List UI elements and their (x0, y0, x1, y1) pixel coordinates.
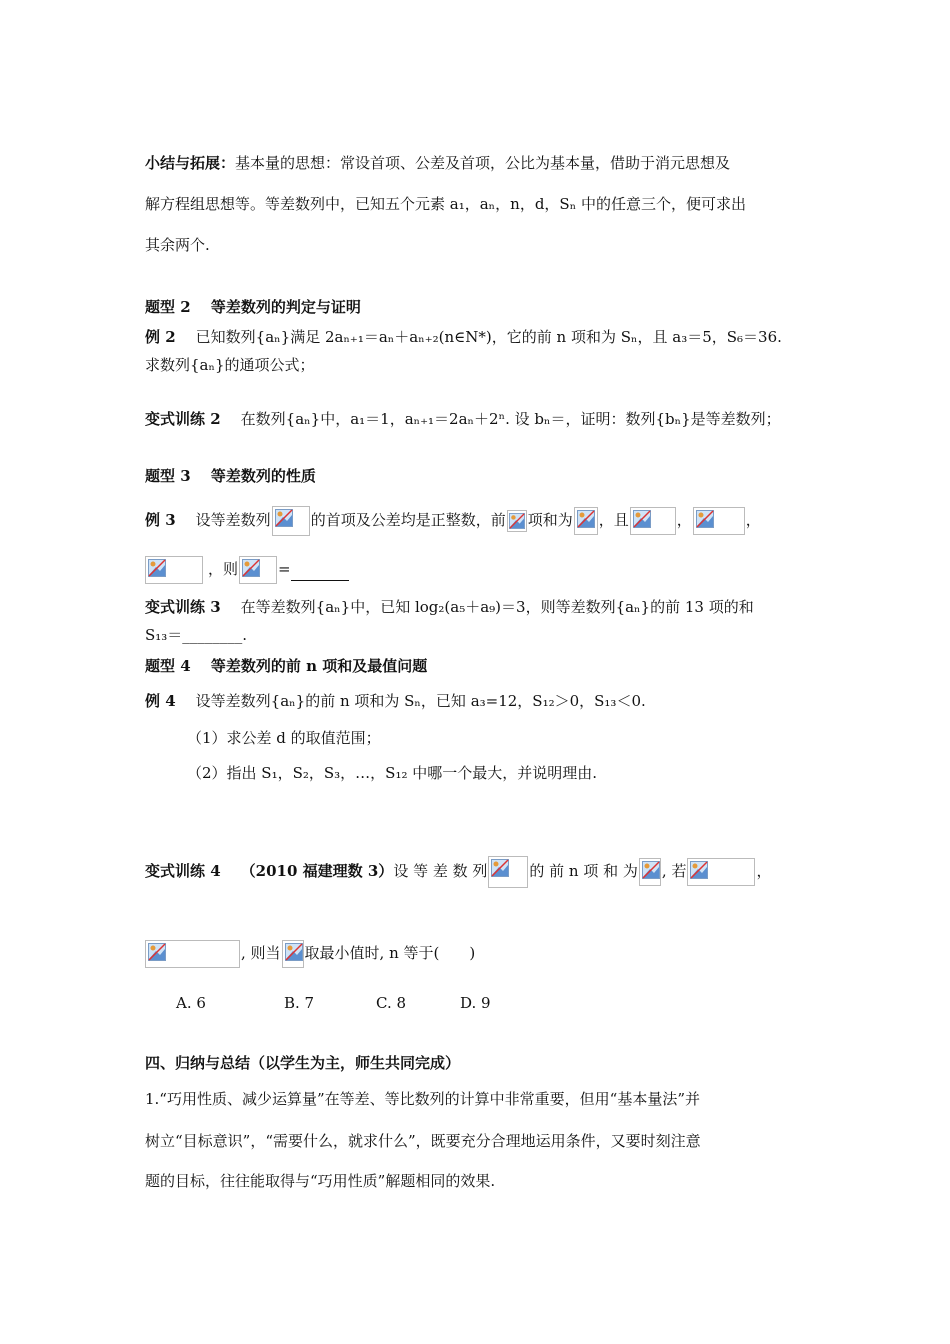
option-b: B. 7 (284, 994, 315, 1012)
conclusion-heading: 四、归纳与总结（以学生为主，师生共同完成） (145, 1054, 461, 1072)
conclusion-line-2: 树立“目标意识”，“需要什么，就求什么”，既要充分合理地运用条件，又要时刻注意 (145, 1132, 701, 1150)
example3-line-1: 例 3 设等差数列 的首项及公差均是正整数，前 项和为 ，且 ， ， (145, 506, 761, 536)
drill2: 变式训练 2 在数列{aₙ}中，a₁＝1，aₙ₊₁＝2aₙ＋2ⁿ. 设 bₙ＝，证明：数列{bₙ}是等差数列； (145, 410, 781, 428)
formula-image-icon (687, 858, 755, 886)
type4-heading: 题型 4 等差数列的前 n 项和及最值问题 (145, 657, 428, 675)
options-row (176, 992, 491, 1014)
option-c: C. 8 (376, 994, 407, 1012)
conclusion-line-3: 题的目标，往往能取得与“巧用性质”解题相同的效果. (145, 1172, 496, 1190)
example4-q1: （1）求公差 d 的取值范围； (187, 729, 381, 747)
option-a: A. 6 (176, 994, 206, 1012)
formula-image-icon (693, 507, 745, 535)
formula-image-icon (574, 507, 598, 535)
formula-image-icon (239, 556, 277, 584)
type3-heading: 题型 3 等差数列的性质 (145, 467, 316, 485)
summary-title: 小结与拓展： (145, 154, 236, 172)
formula-image-icon (145, 940, 240, 968)
drill3-line-1: 变式训练 3 在等差数列{aₙ}中，已知 log₂(a₅＋a₉)＝3，则等差数列{aₙ}的前 13 项的和 (145, 598, 754, 616)
drill4-line-1: 变式训练 4 （2010 福建理数 3）设 等 差 数 列 的 前 n 项 和 为 , 若 ， (145, 856, 771, 888)
conclusion-line-1: 1.“巧用性质、减少运算量”在等差、等比数列的计算中非常重要，但用“基本量法”并 (145, 1090, 700, 1108)
example4-q2: （2）指出 S₁，S₂，S₃，…，S₁₂ 中哪一个最大，并说明理由. (187, 764, 598, 782)
summary-line-2: 解方程组思想等。等差数列中，已知五个元素 a₁，aₙ，n，d，Sₙ 中的任意三个，便可求出 (145, 195, 746, 213)
example2-line-1: 例 2 已知数列{aₙ}满足 2aₙ₊₁＝aₙ＋aₙ₊₂(n∈N*)，它的前 n 项和为 Sₙ，且 a₃＝5，S₆＝36. (145, 328, 782, 346)
option-d: D. 9 (460, 994, 491, 1012)
type2-heading: 题型 2 等差数列的判定与证明 (145, 298, 361, 316)
formula-image-icon (272, 506, 310, 536)
formula-image-icon (507, 510, 527, 532)
drill3-line-2: S₁₃＝________. (145, 626, 248, 644)
formula-image-icon (630, 507, 676, 535)
example3-line-2: ，则 = (145, 556, 349, 584)
formula-image-icon (145, 556, 203, 584)
summary-line-1: 小结与拓展：基本量的思想：常设首项、公差及首项，公比为基本量，借助于消元思想及 (145, 154, 731, 172)
summary-line-3: 其余两个. (145, 236, 210, 254)
answer-blank (291, 558, 349, 581)
drill4-line-2: , 则当 取最小值时, n 等于( ) (145, 940, 475, 968)
example4-line: 例 4 设等差数列{aₙ}的前 n 项和为 Sₙ，已知 a₃=12，S₁₂＞0，S₁₃＜0. (145, 692, 646, 710)
formula-image-icon (639, 858, 661, 886)
formula-image-icon (488, 856, 528, 888)
example2-line-2: 求数列{aₙ}的通项公式； (145, 356, 315, 374)
formula-image-icon (282, 940, 304, 968)
